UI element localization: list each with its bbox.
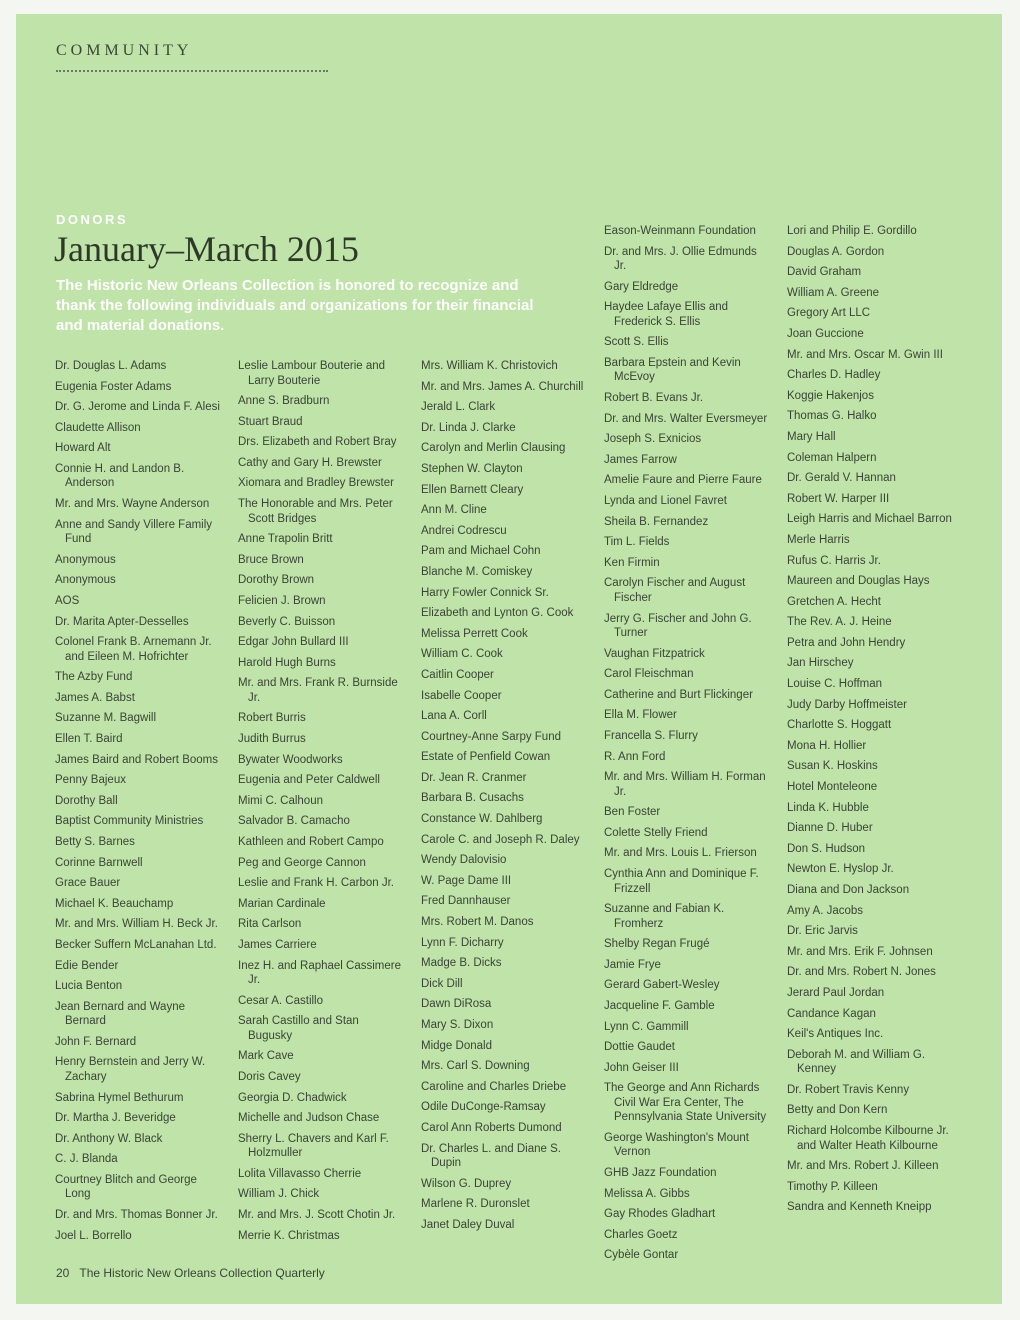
page-footer [56,1266,325,1280]
donor-name: Ken Firmin [604,556,660,569]
donor-name: Anonymous [55,574,116,587]
donor-name: Janet Daley Duval [421,1218,515,1231]
donor-name: Connie H. and Landon B. Anderson [55,462,185,490]
donor-name: William J. Chick [238,1188,320,1201]
donor-name: Bruce Brown [238,553,304,566]
donor-name: Mrs. Carl S. Downing [421,1060,530,1073]
donor-name: Petra and John Hendry [787,636,906,649]
donor-name: Shelby Regan Frugé [604,938,710,951]
donor-name: James Farrow [604,453,677,466]
donor-name: Howard Alt [55,442,111,455]
donor-name: Claudette Allison [55,421,141,434]
donor-name: Amelie Faure and Pierre Faure [604,474,762,487]
donor-name: Judy Darby Hoffmeister [787,698,907,711]
donor-name: Merle Harris [787,533,850,546]
donor-name: Melissa A. Gibbs [604,1187,690,1200]
donor-name: Dr. and Mrs. Robert N. Jones [787,966,936,979]
donor-name: Lynn F. Dicharry [421,936,504,949]
donor-name: Gary Eldredge [604,280,679,293]
donor-name: Mr. and Mrs. William H. Forman Jr. [604,771,766,798]
donor-name: Odile DuConge-Ramsay [421,1101,546,1114]
donor-name: Dr. Martha J. Beveridge [55,1112,176,1125]
donor-name: Fred Dannhauser [421,895,511,908]
donor-name: Midge Donald [421,1039,492,1052]
donor-name: Mr. and Mrs. Robert J. Killeen [787,1160,939,1173]
donor-name: Dr. Linda J. Clarke [421,421,516,434]
kicker: DONORS [56,212,129,227]
donor-name: Dr. and Mrs. Walter Eversmeyer [604,412,768,425]
donor-name: Candance Kagan [787,1007,876,1020]
donor-name: Jamie Frye [604,958,661,971]
donor-name: Joel L. Borrello [55,1229,132,1242]
donor-name: Mr. and Mrs. William H. Beck Jr. [55,918,218,931]
donor-name: Cathy and Gary H. Brewster [238,456,382,469]
donor-name: Henry Bernstein and Jerry W. Zachary [55,1056,206,1083]
donor-column-1 [55,359,221,1249]
donor-name: Dr. Jean R. Cranmer [421,771,527,784]
donor-name: Dr. Eric Jarvis [787,925,858,938]
donor-name: Becker Suffern McLanahan Ltd. [55,938,217,951]
donor-name: Linda K. Hubble [787,801,869,814]
donor-name: Inez H. and Raphael Cassimere Jr. [238,959,401,987]
donor-name: Lana A. Corll [421,710,487,723]
donor-name: Koggie Hakenjos [787,389,874,402]
donor-name: Beverly C. Buisson [238,615,336,628]
donor-name: Louise C. Hoffman [787,678,883,691]
donor-name: Mary S. Dixon [421,1019,494,1031]
donor-name: Charles D. Hadley [787,369,881,382]
donor-name: Mrs. William K. Christovich [421,360,558,372]
donor-name: Catherine and Burt Flickinger [604,688,753,701]
donor-name: Lynn C. Gammill [604,1020,689,1033]
donor-name: Ellen T. Baird [55,733,123,745]
donor-name: Merrie K. Christmas [238,1229,340,1242]
donor-name: Rita Carlson [238,918,302,931]
donor-name: W. Page Dame III [421,874,512,887]
donor-name: Richard Holcombe Kilbourne Jr. and Walter Heath Kilbourne [787,1125,949,1152]
donor-name: Anonymous [55,553,116,566]
donor-name: Caroline and Charles Driebe [421,1080,567,1093]
donor-name: Robert W. Harper III [787,492,890,505]
donor-name: James Carriere [238,938,317,951]
donor-name: Leslie Lambour Bouterie and Larry Bouterie [238,360,386,387]
donor-name: Timothy P. Killeen [787,1180,878,1193]
donor-column-3 [421,359,587,1238]
donor-name: The Azby Fund [55,671,133,684]
donor-name: Susan K. Hoskins [787,760,878,773]
donor-name: Don S. Hudson [787,842,865,855]
donor-name: Cynthia Ann and Dominique F. Frizzell [604,868,759,895]
donor-name: George Washington's Mount Vernon [604,1131,749,1159]
donor-name: Jan Hirschey [787,657,854,670]
donor-name: Gay Rhodes Gladhart [604,1208,716,1221]
donor-name: Drs. Elizabeth and Robert Bray [238,436,397,449]
donor-name: Dawn DiRosa [421,998,492,1011]
donor-name: Dorothy Brown [238,574,315,587]
donor-name: Andrei Codrescu [421,524,507,537]
donor-name: Stephen W. Clayton [421,462,523,475]
donor-name: Peg and George Cannon [238,856,366,869]
donor-name: Michael K. Beauchamp [55,897,174,910]
donor-name: Jerald L. Clark [421,401,496,414]
section-label: COMMUNITY [56,42,193,59]
donor-name: Dr. G. Jerome and Linda F. Alesi [55,401,220,414]
donor-name: Haydee Lafaye Ellis and Frederick S. Ellis [604,301,729,328]
intro-text: The Historic New Orleans Collection is honored to recognize and thank the following individuals and organizations for their financial and material donations. [56,277,534,334]
donor-name: Cesar A. Castillo [238,994,324,1007]
donor-name: The George and Ann Richards Civil War Era Center, The Pennsylvania State University [604,1082,767,1124]
donor-name: Blanche M. Comiskey [421,565,533,578]
donor-name: Eason-Weinmann Foundation [604,225,756,237]
donor-name: Colette Stelly Friend [604,826,708,839]
donor-name: Kathleen and Robert Campo [238,835,384,848]
donor-name: Elizabeth and Lynton G. Cook [421,607,574,620]
donor-name: William C. Cook [421,648,503,661]
donor-name: The Rev. A. J. Heine [787,616,892,629]
donor-name: Robert B. Evans Jr. [604,392,704,405]
donor-name: Lynda and Lionel Favret [604,495,727,508]
donor-name: Amy A. Jacobs [787,904,864,917]
donor-name: Dick Dill [421,977,463,990]
donor-name: Charles Goetz [604,1228,678,1241]
donor-name: Dr. Douglas L. Adams [55,360,167,372]
donor-name: Joseph S. Exnicios [604,433,702,446]
donor-name: Ann M. Cline [421,504,487,517]
donor-name: Douglas A. Gordon [787,245,885,258]
donor-name: Carole C. and Joseph R. Daley [421,833,580,846]
donor-name: Coleman Halpern [787,451,877,464]
donor-name: C. J. Blanda [55,1153,118,1166]
donor-name: Anne Trapolin Britt [238,533,333,546]
donor-name: Courtney-Anne Sarpy Fund [421,730,561,743]
donor-name: Eugenia Foster Adams [55,380,172,393]
donor-name: GHB Jazz Foundation [604,1167,717,1180]
donor-name: Mark Cave [238,1050,294,1063]
donor-column-2 [238,359,404,1249]
dotted-divider [56,70,328,72]
donor-name: Dr. Robert Travis Kenny [787,1083,910,1096]
donor-name: Dr. Anthony W. Black [55,1132,163,1145]
donor-name: Cybèle Gontar [604,1249,679,1262]
donor-name: Barbara B. Cusachs [421,792,524,805]
donor-name: Dr. Gerald V. Hannan [787,472,896,485]
donor-name: Marian Cardinale [238,897,326,910]
donor-name: R. Ann Ford [604,750,666,763]
donor-name: John Geiser III [604,1061,679,1074]
donor-name: Courtney Blitch and George Long [55,1173,197,1201]
donor-name: Mona H. Hollier [787,739,867,752]
donor-name: Marlene R. Duronslet [421,1198,530,1211]
donor-name: Mr. and Mrs. Louis L. Frierson [604,847,757,860]
donor-name: Judith Burrus [238,733,306,745]
donor-name: Ben Foster [604,806,661,819]
donor-name: Constance W. Dahlberg [421,813,543,826]
donor-name: Carolyn and Merlin Clausing [421,442,566,455]
donor-name: James Baird and Robert Booms [55,753,218,766]
donor-name: Charlotte S. Hoggatt [787,719,892,732]
donor-name: Dorothy Ball [55,794,118,807]
donor-name: Gerard Gabert-Wesley [604,979,720,992]
donor-name: Betty S. Barnes [55,835,135,848]
donor-name: Baptist Community Ministries [55,815,204,828]
donor-name: Dottie Gaudet [604,1041,675,1054]
donor-name: Mr. and Mrs. J. Scott Chotin Jr. [238,1208,396,1221]
donor-name: Harold Hugh Burns [238,656,336,669]
donor-name: Maureen and Douglas Hays [787,575,930,588]
donor-name: Dr. and Mrs. Thomas Bonner Jr. [55,1208,218,1221]
donor-name: Jean Bernard and Wayne Bernard [55,1000,185,1028]
donor-name: Isabelle Cooper [421,689,502,702]
donor-name: Betty and Don Kern [787,1104,888,1117]
donor-name: Xiomara and Bradley Brewster [238,477,394,490]
donor-name: William A. Greene [787,286,880,299]
donor-name: Grace Bauer [55,877,121,890]
donor-name: Hotel Monteleone [787,781,878,794]
donor-column-4 [604,224,770,1269]
donor-name: Felicien J. Brown [238,594,326,607]
donor-name: Melissa Perrett Cook [421,627,528,640]
donor-name: Scott S. Ellis [604,336,669,349]
donor-name: Barbara Epstein and Kevin McEvoy [604,356,741,384]
donor-name: Wilson G. Duprey [421,1177,512,1190]
donor-name: Anne and Sandy Villere Family Fund [55,518,213,546]
donor-name: Carol Fleischman [604,668,694,681]
donor-name: Keil's Antiques Inc. [787,1028,884,1041]
donor-name: Mr. and Mrs. Erik F. Johnsen [787,945,933,958]
donor-name: Pam and Michael Cohn [421,545,541,558]
donor-name: Edie Bender [55,959,119,972]
donor-name: Dr. Marita Apter-Desselles [55,615,189,628]
donor-name: Francella S. Flurry [604,729,698,742]
donor-name: Gretchen A. Hecht [787,595,881,608]
donor-name: AOS [55,594,80,607]
donor-name: Wendy Dalovisio [421,854,507,867]
donor-name: Mrs. Robert M. Danos [421,916,534,929]
donor-name: Suzanne M. Bagwill [55,712,156,725]
donor-name: Salvador B. Camacho [238,815,350,828]
donor-name: David Graham [787,266,862,279]
donor-name: Rufus C. Harris Jr. [787,554,881,567]
donor-name: Sandra and Kenneth Kneipp [787,1201,932,1214]
donor-name: Jerry G. Fischer and John G. Turner [604,612,752,639]
donor-name: Georgia D. Chadwick [238,1091,347,1104]
donor-name: Newton E. Hyslop Jr. [787,863,894,876]
donor-name: John F. Bernard [55,1035,137,1048]
donor-name: Caitlin Cooper [421,668,494,681]
donor-name: Estate of Penfield Cowan [421,751,551,764]
donor-name: The Honorable and Mrs. Peter Scott Bridges [238,498,393,525]
donor-name: Gregory Art LLC [787,307,871,320]
donor-name: Tim L. Fields [604,536,670,549]
donor-name: Harry Fowler Connick Sr. [421,586,549,599]
donor-name: Leslie and Frank H. Carbon Jr. [238,877,394,890]
donor-name: Dianne D. Huber [787,822,873,835]
donor-name: Vaughan Fitzpatrick [604,647,705,660]
donor-name: Suzanne and Fabian K. Fromherz [604,903,725,930]
donor-name: James A. Babst [55,691,135,704]
page-title: January–March 2015 [54,229,359,269]
donor-name: Mr. and Mrs. Frank R. Burnside Jr. [238,677,398,704]
magazine-page [16,14,1002,1304]
donor-name: Stuart Braud [238,415,303,428]
donor-name: Sheila B. Fernandez [604,515,709,528]
donor-name: Mr. and Mrs. Wayne Anderson [55,498,210,511]
donor-name: Carol Ann Roberts Dumond [421,1121,562,1134]
donor-name: Madge B. Dicks [421,957,502,970]
donor-name: Deborah M. and William G. Kenney [787,1048,926,1076]
donor-name: Sarah Castillo and Stan Bugusky [238,1015,359,1042]
donor-name: Sherry L. Chavers and Karl F. Holzmuller [238,1132,389,1160]
donor-name: Diana and Don Jackson [787,884,910,896]
donor-column-5 [787,224,953,1221]
donor-name: Corinne Barnwell [55,856,143,869]
donor-name: Ella M. Flower [604,709,677,722]
donor-name: Eugenia and Peter Caldwell [238,774,380,787]
donor-name: Lori and Philip E. Gordillo [787,225,917,237]
donor-name: Edgar John Bullard III [238,636,349,649]
donor-name: Dr. Charles L. and Diane S. Dupin [421,1142,561,1170]
donor-name: Penny Bajeux [55,774,126,787]
donor-name: Ellen Barnett Cleary [421,483,524,496]
donor-name: Mimi C. Calhoun [238,794,323,807]
donor-name: Doris Cavey [238,1070,301,1083]
donor-name: Jerard Paul Jordan [787,986,885,999]
donor-name: Bywater Woodworks [238,753,343,766]
donor-name: Mary Hall [787,430,836,443]
donor-name: Mr. and Mrs. James A. Churchill [421,380,584,393]
donor-name: Lolita Villavasso Cherrie [238,1167,362,1180]
publication-name: The Historic New Orleans Collection Quarterly [79,1266,325,1280]
donor-name: Jacqueline F. Gamble [604,1000,715,1012]
donor-name: Carolyn Fischer and August Fischer [604,577,746,604]
page-number: 20 [56,1266,70,1280]
donor-name: Colonel Frank B. Arnemann Jr. and Eileen M. Hofrichter [55,636,212,663]
donor-name: Thomas G. Halko [787,410,877,423]
donor-name: Robert Burris [238,712,306,725]
donor-name: Sabrina Hymel Bethurum [55,1091,184,1104]
donor-name: Michelle and Judson Chase [238,1112,380,1125]
donor-name: Leigh Harris and Michael Barron [787,513,952,526]
donor-name: Anne S. Bradburn [238,395,330,408]
donor-name: Dr. and Mrs. J. Ollie Edmunds Jr. [604,245,757,273]
donor-name: Lucia Benton [55,980,123,993]
donor-name: Joan Guccione [787,327,864,340]
donor-name: Mr. and Mrs. Oscar M. Gwin III [787,348,943,361]
